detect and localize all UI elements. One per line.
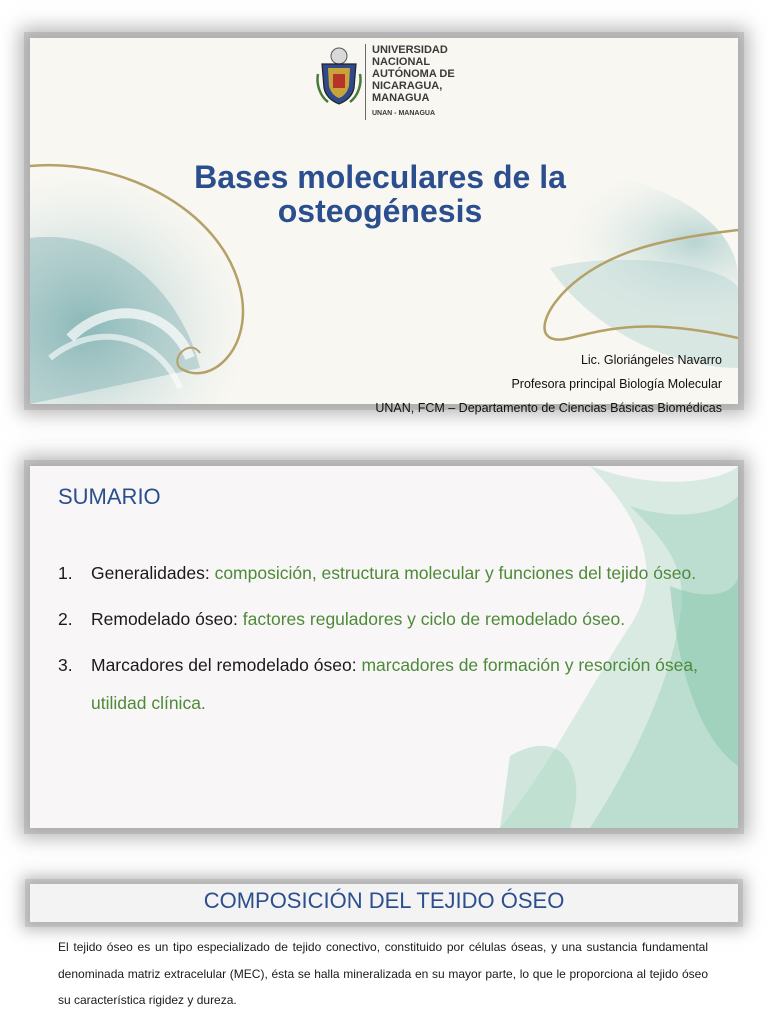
list-label: Generalidades:	[91, 563, 215, 583]
university-short-name: UNAN - MANAGUA	[372, 110, 435, 117]
presentation-title: Bases moleculares de la osteogénesis	[194, 159, 566, 229]
list-detail: marcadores de formación y resorción ósea, utilidad clínica.	[91, 655, 698, 713]
section-title: COMPOSICIÓN DEL TEJIDO ÓSEO	[203, 888, 565, 913]
author-department: UNAN, FCM – Departamento de Ciencias Básicas Biomédicas	[375, 401, 722, 415]
section-header	[30, 884, 738, 922]
summary-title: SUMARIO	[58, 484, 161, 509]
university-logo	[314, 42, 464, 122]
university-crest-icon	[314, 44, 364, 108]
title-slide	[30, 38, 738, 415]
author-name: Lic. Gloriángeles Navarro	[580, 353, 722, 367]
list-item	[58, 554, 718, 592]
logo-divider	[365, 44, 366, 120]
summary-slide	[30, 466, 738, 828]
list-item	[58, 646, 718, 722]
author-position: Profesora principal Biología Molecular	[511, 377, 722, 391]
list-label: Marcadores del remodelado óseo:	[91, 655, 362, 675]
list-detail: composición, estructura molecular y funciones del tejido óseo.	[214, 563, 697, 583]
body-paragraph: El tejido óseo es un tipo especializado de tejido conectivo, constituido por células óseas, y una sustancia fundamental denominada matriz extracelular (MEC), ésta se halla mineralizada en su mayor parte, lo que le proporciona al tejido óseo su característica rigidez y dureza.	[58, 940, 708, 1007]
author-block	[302, 348, 722, 420]
list-detail: factores reguladores y ciclo de remodelado óseo.	[242, 609, 626, 629]
university-name: UNIVERSIDAD NACIONAL AUTÓNOMA DE NICARAGUA, MANAGUA	[372, 44, 455, 104]
list-number: 2.	[58, 609, 73, 629]
summary-list	[58, 554, 718, 730]
list-label: Remodelado óseo:	[91, 609, 243, 629]
list-number: 3.	[58, 655, 73, 675]
list-number: 1.	[58, 563, 73, 583]
list-item	[58, 600, 718, 638]
